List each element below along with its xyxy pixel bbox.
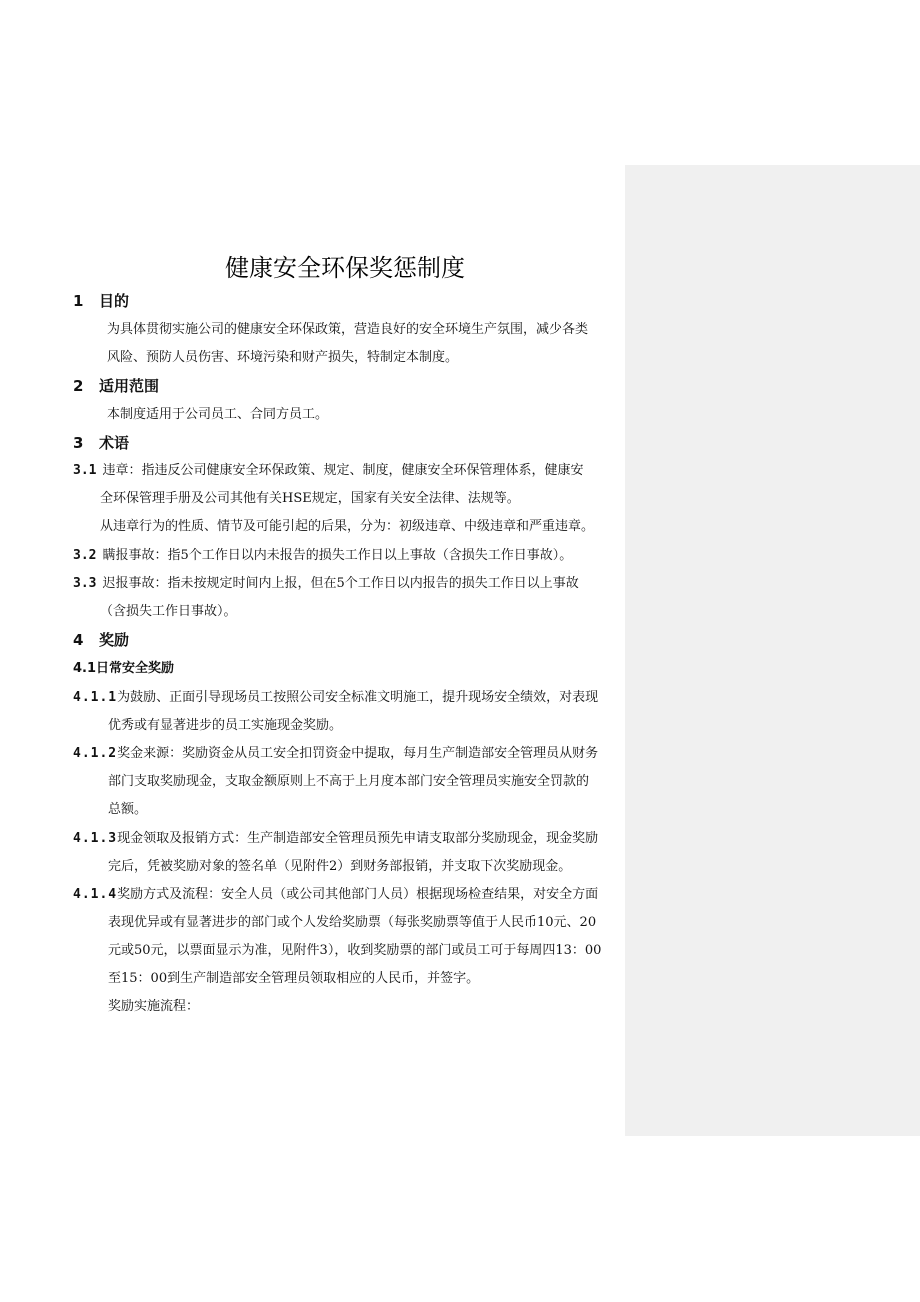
- item-4-1-2-line-1: [73, 744, 598, 764]
- item-text: 奖励方式及流程：安全人员（或公司其他部门人员）根据现场检查结果，对安全方面: [117, 887, 599, 902]
- section-number: 4: [73, 631, 84, 649]
- item-4-1-4-line-2: 表现优异或有显著进步的部门或个人发给奖励票（每张奖励票等值于人民币10元、20: [108, 915, 597, 930]
- section-title: 适用范围: [99, 377, 160, 395]
- item-text: 现金领取及报销方式：生产制造部安全管理员预先申请支取部分奖励现金，现金奖励: [117, 831, 599, 846]
- item-number: 4.1.3: [73, 831, 118, 846]
- item-number: 4.1.1: [73, 690, 118, 705]
- term-3-1-line-3: 从违章行为的性质、情节及可能引起的后果，分为：初级违章、中级违章和严重违章。: [100, 519, 595, 534]
- term-number: 3.2: [73, 548, 97, 563]
- document-title: 健康安全环保奖惩制度: [225, 254, 465, 282]
- item-4-1-4-line-1: [73, 885, 598, 905]
- item-4-1-1-line-1: [73, 688, 598, 708]
- item-text: 为鼓励、正面引导现场员工按照公司安全标准文明施工，提升现场安全绩效，对表现: [117, 690, 599, 705]
- section-title: 术语: [99, 434, 130, 452]
- section-title: 目的: [99, 292, 130, 310]
- term-3-2-line: [73, 546, 572, 566]
- item-4-1-4-line-4: 至15：00到生产制造部安全管理员领取相应的人民币，并签字。: [108, 971, 480, 986]
- term-number: 3.3: [73, 576, 97, 591]
- subsection-4-1-heading: 4.1日常安全奖励: [73, 661, 175, 676]
- item-4-1-1-line-2: 优秀或有显著进步的员工实施现金奖励。: [108, 718, 343, 733]
- term-number: 3.1: [73, 463, 97, 478]
- term-3-1-line-1: [73, 461, 584, 481]
- section-2-heading: [73, 375, 159, 397]
- item-number: 4.1.2: [73, 746, 118, 761]
- section-1-heading: [73, 290, 129, 312]
- item-4-1-4-line-5: 奖励实施流程：: [108, 999, 200, 1014]
- purpose-line-2: 风险、预防人员伤害、环境污染和财产损失，特制定本制度。: [107, 350, 459, 365]
- term-text: 瞒报事故：指5个工作日以内未报告的损失工作日以上事故（含损失工作日事故）。: [102, 548, 573, 563]
- term-text: 违章：指违反公司健康安全环保政策、规定、制度，健康安全环保管理体系，健康安: [102, 463, 584, 478]
- item-4-1-4-line-3: 元或50元，以票面显示为准，见附件3），收到奖励票的部门或员工可于每周四13：00: [108, 943, 602, 958]
- section-title: 奖励: [99, 631, 130, 649]
- item-text: 奖金来源：奖励资金从员工安全扣罚资金中提取，每月生产制造部安全管理员从财务: [117, 746, 599, 761]
- term-3-3-line-2: （含损失工作日事故）。: [100, 604, 237, 619]
- comment-margin-pane: [625, 165, 920, 1136]
- item-4-1-2-line-3: 总额。: [108, 802, 148, 817]
- section-number: 2: [73, 377, 84, 395]
- section-number: 3: [73, 434, 84, 452]
- item-4-1-3-line-1: [73, 829, 598, 849]
- term-3-1-line-2: 全环保管理手册及公司其他有关HSE规定，国家有关安全法律、法规等。: [100, 491, 520, 506]
- scope-line: 本制度适用于公司员工、合同方员工。: [107, 407, 329, 422]
- item-number: 4.1.4: [73, 887, 118, 902]
- term-3-3-line-1: [73, 574, 579, 594]
- purpose-line-1: 为具体贯彻实施公司的健康安全环保政策，营造良好的安全环境生产氛围，减少各类: [107, 322, 589, 337]
- section-number: 1: [73, 292, 84, 310]
- term-text: 迟报事故：指未按规定时间内上报，但在5个工作日以内报告的损失工作日以上事故: [102, 576, 579, 591]
- item-4-1-2-line-2: 部门支取奖励现金，支取金额原则上不高于上月度本部门安全管理员实施安全罚款的: [108, 774, 590, 789]
- section-4-heading: [73, 629, 129, 651]
- item-4-1-3-line-2: 完后，凭被奖励对象的签名单（见附件2）到财务部报销，并支取下次奖励现金。: [108, 859, 572, 874]
- section-3-heading: [73, 432, 129, 454]
